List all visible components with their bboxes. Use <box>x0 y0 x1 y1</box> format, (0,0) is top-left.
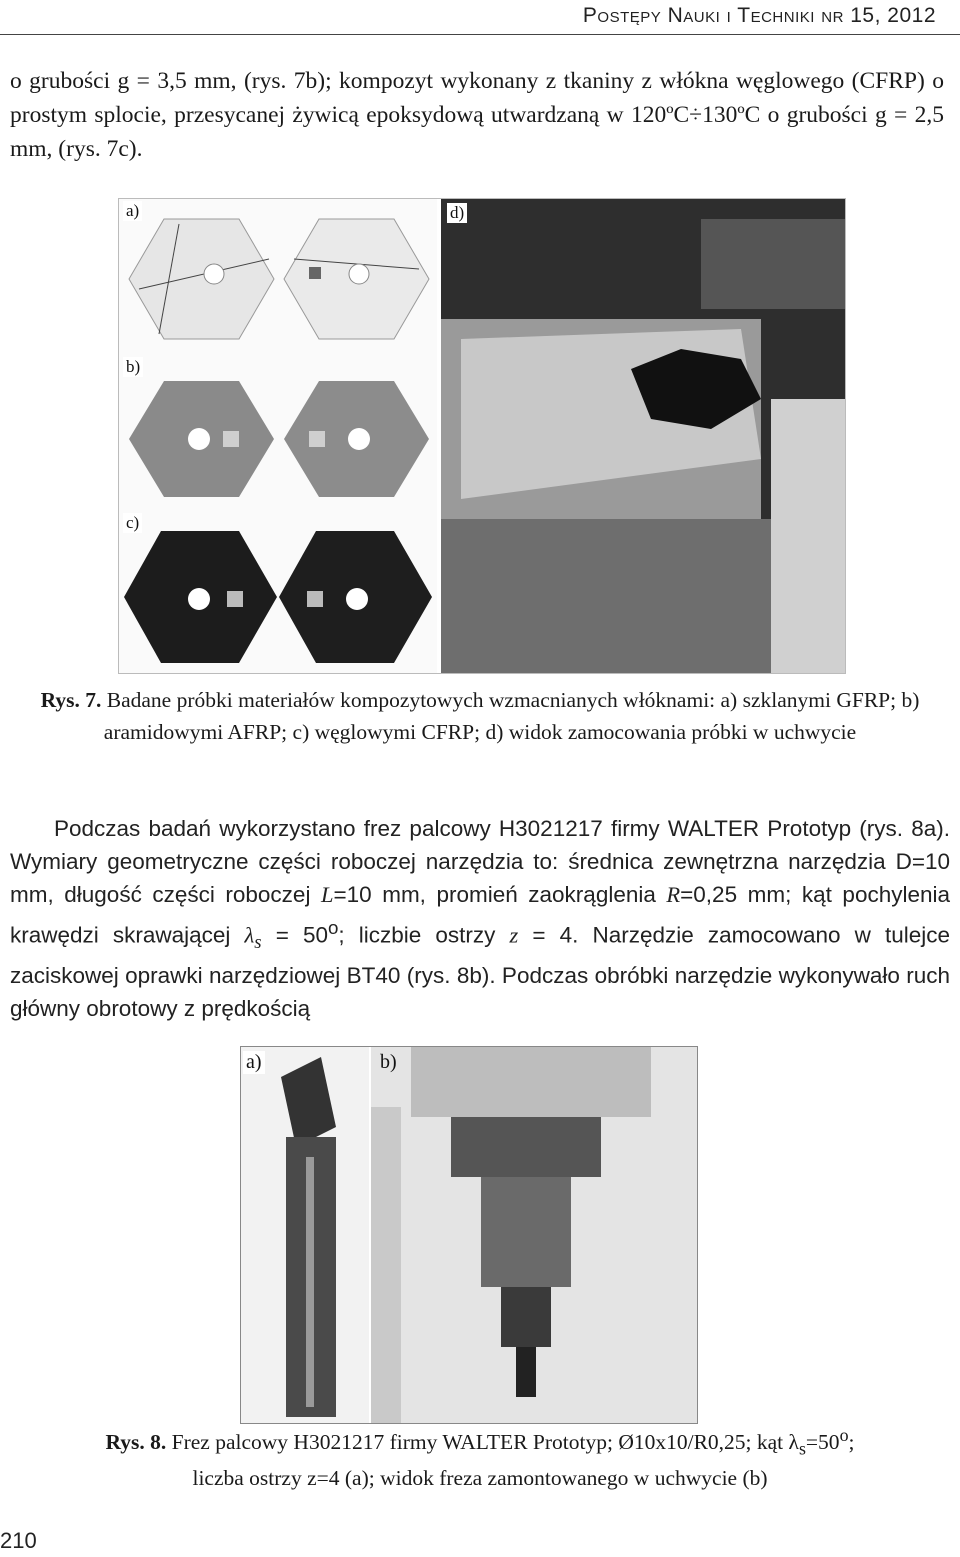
header-rule <box>0 34 960 35</box>
symbol-lambda: λ <box>244 922 255 948</box>
figure-8-label-a: a) <box>243 1051 265 1074</box>
paragraph-2-part-5: ; liczbie ostrzy <box>338 922 510 948</box>
figure-7-caption-label: Rys. 7. <box>40 688 102 712</box>
fixture-illustration <box>441 199 845 673</box>
symbol-z: z <box>509 922 519 948</box>
figure-8-caption-label: Rys. 8. <box>105 1430 167 1455</box>
paragraph-1: o grubości g = 3,5 mm, (rys. 7b); kompozyt wykonany z tkaniny z włókna węglowego (CFRP) o prostym splocie, przesycanej żywicą epoksydową utwardzaną w 120ºC÷130ºC o grubości g = 2,5 mm, (rys. 7c). <box>10 68 944 162</box>
running-header <box>583 4 936 28</box>
figure-7-label-b: b) <box>123 357 143 377</box>
end-mill-illustration <box>241 1047 369 1423</box>
paragraph-2-part-1: Podczas badań wykorzystano frez palcowy H3021217 firmy WALTER Prototyp (rys. 8a). Wymiary geometryczne części roboczej narzędzia to: średnica zewnętrzna narzędzia D=10 mm, długość części roboczej <box>10 816 950 907</box>
figure-8-label-b: b) <box>380 1051 397 1073</box>
figure-7-specimens-panel <box>119 199 437 673</box>
figure-8-caption-line-1 <box>10 1420 950 1463</box>
figure-7-label-c: c) <box>123 513 142 533</box>
paragraph-2 <box>10 812 950 1025</box>
figure-8-caption <box>10 1420 950 1493</box>
figure-7-caption-text: Badane próbki materiałów kompozytowych wzmacnianych włóknami: a) szklanymi GFRP; b) aramidowymi AFRP; c) węglowymi CFRP; d) widok zamocowania próbki w uchwycie <box>103 688 920 744</box>
figure-7 <box>118 198 846 674</box>
figure-7-fixture-photo <box>441 199 845 673</box>
symbol-L: L <box>320 882 334 907</box>
holder-illustration <box>371 1047 697 1423</box>
degree-superscript: o <box>327 917 339 938</box>
symbol-lambda-subscript: s <box>254 932 262 953</box>
specimens-illustration <box>119 199 437 673</box>
figure-8-caption-text-2: =50 <box>805 1430 840 1455</box>
paragraph-2-part-2: =10 mm, promień zaokrąglenia <box>333 882 667 907</box>
paragraph-2-part-4: = 50 <box>261 922 328 948</box>
carbon-fiber-specimens <box>124 531 432 663</box>
figure-7-label-d: d) <box>447 203 467 223</box>
page-number: 210 <box>0 1528 37 1553</box>
figure-8-caption-line-2: liczba ostrzy z=4 (a); widok freza zamontowanego w uchwycie (b) <box>192 1466 768 1491</box>
journal-title: Postępy Nauki i Techniki nr 15, 2012 <box>582 4 936 27</box>
figure-7-label-a: a) <box>123 201 142 221</box>
glass-fiber-specimens <box>129 219 429 339</box>
aramid-fiber-specimens <box>129 381 429 497</box>
figure-8-holder-photo <box>371 1047 697 1423</box>
figure-8-caption-superscript: o <box>839 1425 849 1445</box>
figure-8-caption-text-3: ; <box>848 1430 855 1455</box>
figure-8 <box>240 1046 698 1424</box>
figure-8-caption-text-1: Frez palcowy H3021217 firmy WALTER Prototyp; Ø10x10/R0,25; kąt λ <box>171 1430 799 1455</box>
paragraph-2-part-3: =0,25 mm; kąt pochylenia krawędzi skrawającej <box>10 882 951 948</box>
paragraph-2-part-6: = 4. Narzędzie zamocowano w tulejce zaciskowej oprawki narzędziowej BT40 (rys. 8b). Podczas obróbki narzędzie wykonywało ruch główny obrotowy z prędkością <box>10 922 950 1021</box>
figure-7-caption <box>10 684 950 748</box>
figure-8-caption-subscript: s <box>798 1438 806 1459</box>
figure-8-end-mill-photo <box>241 1047 369 1423</box>
symbol-R: R <box>666 882 681 907</box>
